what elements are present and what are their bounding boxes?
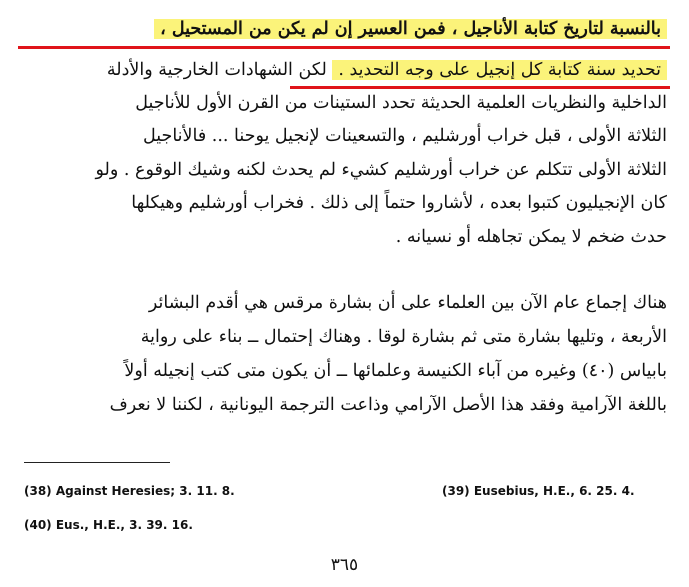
footnote-40: (40) Eus., H.E., 3. 39. 16. xyxy=(24,518,193,532)
paragraph-1-line-5: الثلاثة الأولى تتكلم عن خراب أورشليم كشيء لم يحدث لكنه وشيك الوقوع . ولو xyxy=(95,160,667,180)
paragraph-2-line-1: هناك إجماع عام الآن بين العلماء على أن بشارة مرقس هي أقدم البشائر xyxy=(148,293,667,313)
paragraph-1-line-7: حدث ضخم لا يمكن تجاهله أو نسيانه . xyxy=(395,227,667,247)
paragraph-1-line-3: الداخلية والنظريات العلمية الحديثة تحدد الستينات من القرن الأول للأناجيل xyxy=(135,93,667,113)
paragraph-2-line-2: الأربعة ، وتليها بشارة متى ثم بشارة لوقا . وهناك إحتمال ــ بناء على رواية xyxy=(140,327,667,347)
footnote-38: (38) Against Heresies; 3. 11. 8. xyxy=(24,484,235,498)
footnote-rule xyxy=(24,462,170,463)
red-underline-1 xyxy=(18,46,670,49)
footnote-39: (39) Eusebius, H.E., 6. 25. 4. xyxy=(442,484,635,498)
paragraph-1-line-6: كان الإنجيليون كتبوا بعده ، لأشاروا حتماً إلى ذلك . فخراب أورشليم وهيكلها xyxy=(131,193,667,213)
paragraph-2-line-4: باللغة الآرامية وفقد هذا الأصل الآرامي وذاعت الترجمة اليونانية ، لكننا لا نعرف xyxy=(109,395,667,415)
paragraph-2-line-3: بابياس (٤٠) وغيره من آباء الكنيسة وعلمائها ــ أن يكون متى كتب إنجيله أولاً xyxy=(124,361,667,381)
paragraph-1-line-1 xyxy=(154,14,667,44)
paragraph-1-line-4: الثلاثة الأولى ، قبل خراب أورشليم ، والتسعينات لإنجيل يوحنا ... فالأناجيل xyxy=(142,126,667,146)
paragraph-1-line-2 xyxy=(107,55,667,85)
highlighted-bold-phrase: بالنسبة لتاريخ كتابة الأناجيل ، فمن العسير إن لم يكن من المستحيل ، xyxy=(154,19,667,39)
page-number: ٣٦٥ xyxy=(330,555,359,575)
highlighted-phrase: تحديد سنة كتابة كل إنجيل على وجه التحديد . xyxy=(332,60,667,80)
line-2-rest: لكن الشهادات الخارجية والأدلة xyxy=(106,60,327,80)
